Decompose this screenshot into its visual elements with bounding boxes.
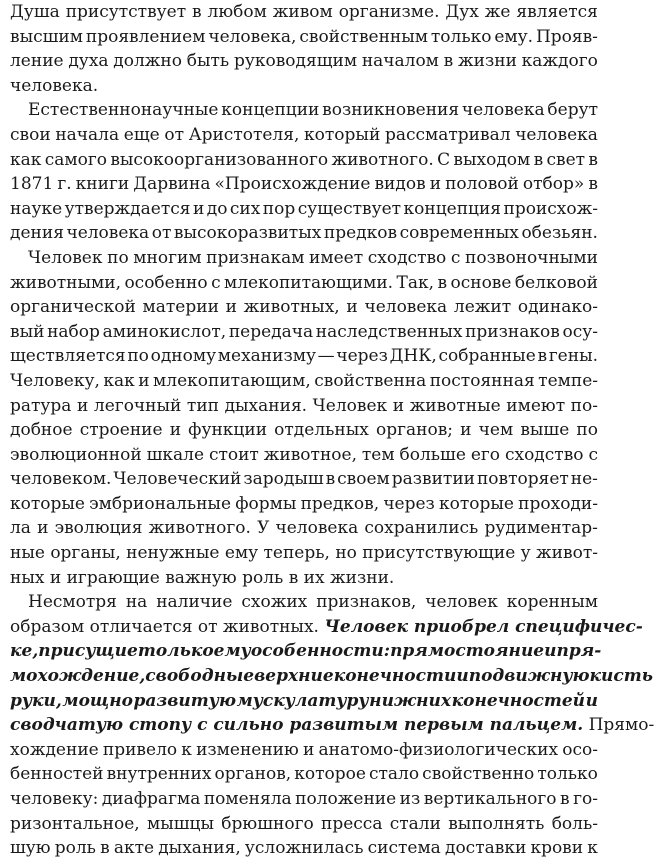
- word: крови: [530, 838, 584, 859]
- word: роль: [54, 838, 96, 859]
- word: теперь,: [263, 543, 330, 564]
- word: Аристотеля,: [188, 124, 300, 145]
- word: у: [520, 543, 531, 564]
- word: легочный: [93, 395, 182, 416]
- word: существует: [297, 198, 402, 219]
- word: Дух: [445, 2, 479, 22]
- word: человека,: [208, 26, 297, 47]
- word: ему.: [494, 26, 534, 47]
- word: до: [206, 198, 228, 219]
- text-line: [0, 467, 612, 492]
- word: аминокислот,: [102, 321, 227, 342]
- word: мохождение,: [10, 666, 146, 687]
- word: анатомо-физиологических: [318, 739, 559, 760]
- word: усложнилась: [244, 838, 364, 859]
- word: рассматривал: [384, 124, 511, 145]
- word: и: [169, 420, 182, 441]
- word: привело: [102, 739, 178, 760]
- word: по-: [570, 395, 598, 416]
- word: в: [588, 149, 598, 170]
- word: в: [537, 346, 548, 367]
- word: добное: [10, 420, 73, 441]
- word: утверждается: [64, 198, 191, 219]
- word: дыхания.: [224, 395, 308, 416]
- word: только: [537, 764, 598, 785]
- word: как: [10, 149, 42, 170]
- word: ке,: [10, 641, 39, 662]
- text-line: [0, 443, 612, 468]
- word: руководящим: [233, 51, 358, 72]
- word: только: [137, 641, 214, 662]
- word: является: [516, 2, 598, 22]
- word: и: [585, 690, 598, 711]
- word: система: [367, 838, 441, 859]
- text-line: [0, 369, 612, 394]
- word: темпе-: [538, 370, 598, 391]
- word: особенности:: [250, 641, 391, 662]
- word: руки,: [10, 690, 62, 711]
- word: живом: [272, 2, 333, 22]
- word: и: [303, 739, 315, 760]
- word: осо-: [562, 739, 598, 760]
- word: человек: [425, 592, 498, 613]
- word: наследственных: [315, 321, 463, 342]
- word: лежит: [453, 297, 512, 318]
- word: пресса: [321, 813, 383, 834]
- word: свободные: [145, 666, 255, 687]
- word: и: [392, 395, 405, 416]
- word: постоянная: [429, 370, 535, 391]
- word: г.: [57, 174, 72, 195]
- text-line: [0, 689, 612, 714]
- word: признакам: [206, 247, 305, 268]
- word: тип: [186, 395, 219, 416]
- text-line: [0, 615, 643, 640]
- word: предков,: [300, 493, 380, 514]
- word: повторяет: [476, 469, 569, 490]
- word: человеком.: [10, 469, 112, 490]
- word: Так,: [396, 272, 435, 293]
- word: животное,: [263, 444, 357, 465]
- word: от: [151, 223, 172, 244]
- word: по: [576, 420, 598, 441]
- word: внутренних: [106, 764, 212, 785]
- word: в: [560, 789, 570, 809]
- word: человека: [364, 297, 448, 318]
- word: набор: [47, 321, 100, 342]
- word: млекопитающими.: [224, 272, 394, 293]
- word: поменяла: [203, 789, 292, 809]
- word: высшим: [10, 26, 83, 47]
- word: быть: [186, 51, 230, 72]
- word: признаков: [465, 321, 560, 342]
- word: животными,: [10, 272, 121, 293]
- word: своем: [337, 469, 390, 490]
- word: свет: [546, 149, 586, 170]
- word: но: [335, 543, 357, 564]
- word: к: [587, 838, 598, 859]
- word: началом: [361, 51, 439, 72]
- word: шкале: [146, 444, 205, 465]
- word: в: [437, 272, 448, 293]
- word: человека: [461, 100, 545, 121]
- word: отбор»: [522, 174, 585, 195]
- word: человека: [275, 518, 359, 539]
- word: функции: [188, 420, 268, 441]
- word: шую: [10, 838, 51, 859]
- word: его: [470, 444, 501, 465]
- word: Человеку,: [10, 370, 100, 391]
- word: пор: [262, 198, 296, 219]
- text-line: [0, 320, 612, 345]
- word: 1871: [10, 174, 54, 195]
- word: ненужные: [126, 543, 220, 564]
- word: проявлением: [85, 26, 206, 47]
- word: мускулатуру: [236, 690, 369, 711]
- word: которые: [439, 493, 514, 514]
- word: и: [77, 395, 89, 416]
- word: и: [37, 518, 49, 539]
- word: выше: [520, 420, 570, 441]
- word: стало: [369, 764, 420, 785]
- text-fragment: Прямо-: [583, 715, 654, 736]
- word: нижних: [369, 690, 452, 711]
- word: прямостояние: [390, 641, 545, 662]
- word: не-: [570, 469, 598, 490]
- word: эмбриональные: [89, 493, 232, 514]
- word: выходом: [453, 149, 531, 170]
- word: в: [443, 51, 454, 72]
- word: сходство: [504, 444, 584, 465]
- word: жизни: [458, 51, 517, 72]
- word: самого: [44, 149, 107, 170]
- text-line: [0, 197, 612, 222]
- word: особенно: [124, 272, 208, 293]
- word: и: [138, 370, 150, 391]
- word: пря-: [556, 641, 602, 662]
- text-line: [0, 172, 612, 197]
- word: свои: [10, 124, 51, 145]
- text-line: [0, 25, 612, 50]
- word: подвижную: [468, 666, 590, 687]
- word: выполнять: [448, 813, 545, 834]
- word: которые: [10, 493, 85, 514]
- text-line: [0, 49, 612, 74]
- text-line: [0, 344, 612, 369]
- text-line: [0, 148, 612, 173]
- word: как: [103, 370, 135, 391]
- word: мышцы: [146, 813, 214, 834]
- text-line: [0, 738, 612, 763]
- word: дения: [10, 223, 64, 244]
- word: коренным: [506, 592, 598, 613]
- word: ные: [10, 543, 45, 564]
- word: механизму: [217, 346, 316, 367]
- word: осу-: [562, 321, 598, 342]
- word: бенностей: [10, 764, 104, 785]
- word: животного.: [148, 518, 251, 539]
- word: рудиментар-: [484, 518, 598, 539]
- word: ление: [10, 51, 64, 72]
- word: чем: [478, 420, 514, 441]
- word: мощно: [62, 690, 133, 711]
- word: концепции: [221, 100, 320, 121]
- word: половой: [445, 174, 519, 195]
- italic-emphasis: Человек приобрел специфичес-: [324, 616, 643, 637]
- word: живот-: [536, 543, 598, 564]
- word: свойственным: [299, 26, 428, 47]
- word: человеку:: [10, 789, 99, 809]
- word: которое: [294, 764, 366, 785]
- text-line: [0, 295, 612, 320]
- text-line: [0, 246, 612, 271]
- text-line: [0, 787, 612, 812]
- word: и: [192, 198, 205, 219]
- word: в: [533, 149, 544, 170]
- word: Человек: [312, 395, 388, 416]
- word: должно: [113, 51, 183, 72]
- text-line: [0, 590, 612, 615]
- word: животных,: [243, 297, 340, 318]
- word: акте: [113, 838, 155, 859]
- word: собранные: [438, 346, 536, 367]
- word: начала: [55, 124, 120, 145]
- word: ему: [224, 543, 259, 564]
- word: ДНК,: [389, 346, 437, 367]
- word: берут: [547, 100, 598, 121]
- word: через: [383, 493, 435, 514]
- word: Душа: [10, 2, 60, 22]
- word: развитую: [133, 690, 236, 711]
- word: строение: [79, 420, 163, 441]
- text-line: ных и играющие важную роль в их жизни.: [10, 567, 395, 588]
- word: одному: [150, 346, 217, 367]
- word: Дарвина: [133, 174, 211, 195]
- word: по: [107, 247, 129, 268]
- word: «Происхождение: [214, 174, 371, 195]
- word: органической: [10, 297, 136, 318]
- word: стоит: [208, 444, 259, 465]
- word: С: [437, 149, 451, 170]
- text-line: [0, 812, 612, 837]
- word: признаков,: [316, 592, 417, 613]
- text-line: [0, 762, 612, 787]
- text-line: [0, 836, 612, 861]
- text-line: [0, 492, 612, 517]
- word: и: [429, 174, 442, 195]
- word: эволюционной: [10, 444, 142, 465]
- word: с: [211, 272, 221, 293]
- word: —: [317, 346, 335, 367]
- word: многим: [133, 247, 202, 268]
- word: книги: [75, 174, 130, 195]
- word: на: [125, 592, 148, 613]
- word: хождение: [10, 739, 99, 760]
- text-line: [0, 418, 612, 443]
- word: органов;: [375, 420, 454, 441]
- word: и: [456, 666, 469, 687]
- word: присущие: [38, 641, 138, 662]
- word: сих: [229, 198, 261, 219]
- word: каждого: [521, 51, 598, 72]
- word: вый: [10, 321, 45, 342]
- word: науке: [10, 198, 63, 219]
- word: стали: [389, 813, 441, 834]
- word: человека: [66, 223, 150, 244]
- text-line: [0, 123, 612, 148]
- word: организме.: [338, 2, 440, 22]
- word: органы,: [50, 543, 121, 564]
- word: конечности: [333, 666, 457, 687]
- word: с: [450, 247, 461, 268]
- word: ему: [213, 641, 251, 662]
- word: доставки: [444, 838, 527, 859]
- word: ществляется: [10, 346, 126, 367]
- word: который: [304, 124, 381, 145]
- text-line: человека.: [10, 75, 99, 96]
- word: только: [430, 26, 492, 47]
- word: и: [460, 420, 472, 441]
- word: белковой: [514, 272, 598, 293]
- text-line: [0, 98, 612, 123]
- word: Человек: [28, 247, 103, 268]
- word: основе: [450, 272, 512, 293]
- word: Человеческий: [113, 469, 242, 490]
- word: любом: [207, 2, 267, 22]
- text-fragment: образом отличается от животных.: [10, 616, 325, 637]
- word: свойственно: [422, 764, 535, 785]
- text-line: [0, 713, 654, 738]
- word: по: [127, 346, 149, 367]
- word: тем: [361, 444, 395, 465]
- word: Естественнонаучные: [28, 100, 219, 121]
- word: позвоночными: [465, 247, 598, 268]
- word: отдельных: [274, 420, 369, 441]
- word: с: [588, 444, 598, 465]
- word: вертикального: [423, 789, 557, 809]
- word: го-: [573, 789, 598, 809]
- word: и: [346, 297, 358, 318]
- word: же: [484, 2, 511, 22]
- word: из: [399, 789, 421, 809]
- text-line: [0, 221, 612, 246]
- word: имеет: [309, 247, 364, 268]
- word: присутствующие: [362, 543, 516, 564]
- word: концепция: [403, 198, 502, 219]
- word: еще: [123, 124, 160, 145]
- word: происхож-: [503, 198, 598, 219]
- word: формы: [235, 493, 297, 514]
- word: Несмотря: [28, 592, 117, 613]
- word: одинако-: [517, 297, 598, 318]
- word: наличие: [156, 592, 233, 613]
- text-line: [0, 394, 612, 419]
- word: кисть: [589, 666, 653, 687]
- word: верхние: [254, 666, 334, 687]
- word: современных: [399, 223, 519, 244]
- word: передача: [228, 321, 314, 342]
- word: ла: [10, 518, 31, 539]
- word: больше: [399, 444, 466, 465]
- word: животные: [409, 395, 501, 416]
- text-line: [0, 639, 612, 664]
- word: имеют: [506, 395, 566, 416]
- word: положение: [295, 789, 397, 809]
- word: в: [100, 838, 110, 859]
- word: диафрагма: [101, 789, 201, 809]
- word: проходи-: [518, 493, 598, 514]
- word: в: [588, 174, 598, 195]
- word: дыхания,: [158, 838, 241, 859]
- word: духа: [68, 51, 109, 72]
- word: высокоразвитых: [173, 223, 322, 244]
- word: млекопитающим,: [153, 370, 311, 391]
- word: ратура: [10, 395, 72, 416]
- word: эволюция: [54, 518, 143, 539]
- word: органов,: [214, 764, 292, 785]
- italic-emphasis: сводчатую стопу с сильно развитым первым пальцем.: [10, 715, 584, 736]
- word: материи: [142, 297, 219, 318]
- word: ризонтальное,: [10, 813, 140, 834]
- word: Прояв-: [535, 26, 598, 47]
- word: и: [225, 297, 237, 318]
- word: У: [257, 518, 270, 539]
- text-line: [0, 516, 612, 541]
- word: свойственна: [314, 370, 427, 391]
- word: и: [544, 641, 557, 662]
- word: возникновения: [322, 100, 460, 121]
- word: видов: [374, 174, 426, 195]
- word: животного.: [331, 149, 434, 170]
- word: в: [325, 469, 336, 490]
- text-line: [0, 664, 653, 689]
- word: высокоорганизованного: [110, 149, 329, 170]
- word: обезьян.: [521, 223, 598, 244]
- word: присутствует: [65, 2, 187, 22]
- word: предков: [323, 223, 398, 244]
- word: конечностей: [451, 690, 586, 711]
- text-line: [0, 271, 612, 296]
- word: человека: [515, 124, 598, 145]
- text-line: [0, 541, 612, 566]
- word: развитии: [391, 469, 475, 490]
- word: зародыш: [243, 469, 324, 490]
- word: в: [192, 2, 202, 22]
- text-line: [0, 0, 612, 25]
- word: схожих: [241, 592, 308, 613]
- word: сохранились: [364, 518, 479, 539]
- word: сходство: [367, 247, 447, 268]
- word: от: [164, 124, 185, 145]
- word: брюшного: [221, 813, 314, 834]
- word: к: [181, 739, 192, 760]
- word: через: [336, 346, 388, 367]
- word: изменению: [196, 739, 299, 760]
- word: боль-: [551, 813, 598, 834]
- word: гены.: [548, 346, 598, 367]
